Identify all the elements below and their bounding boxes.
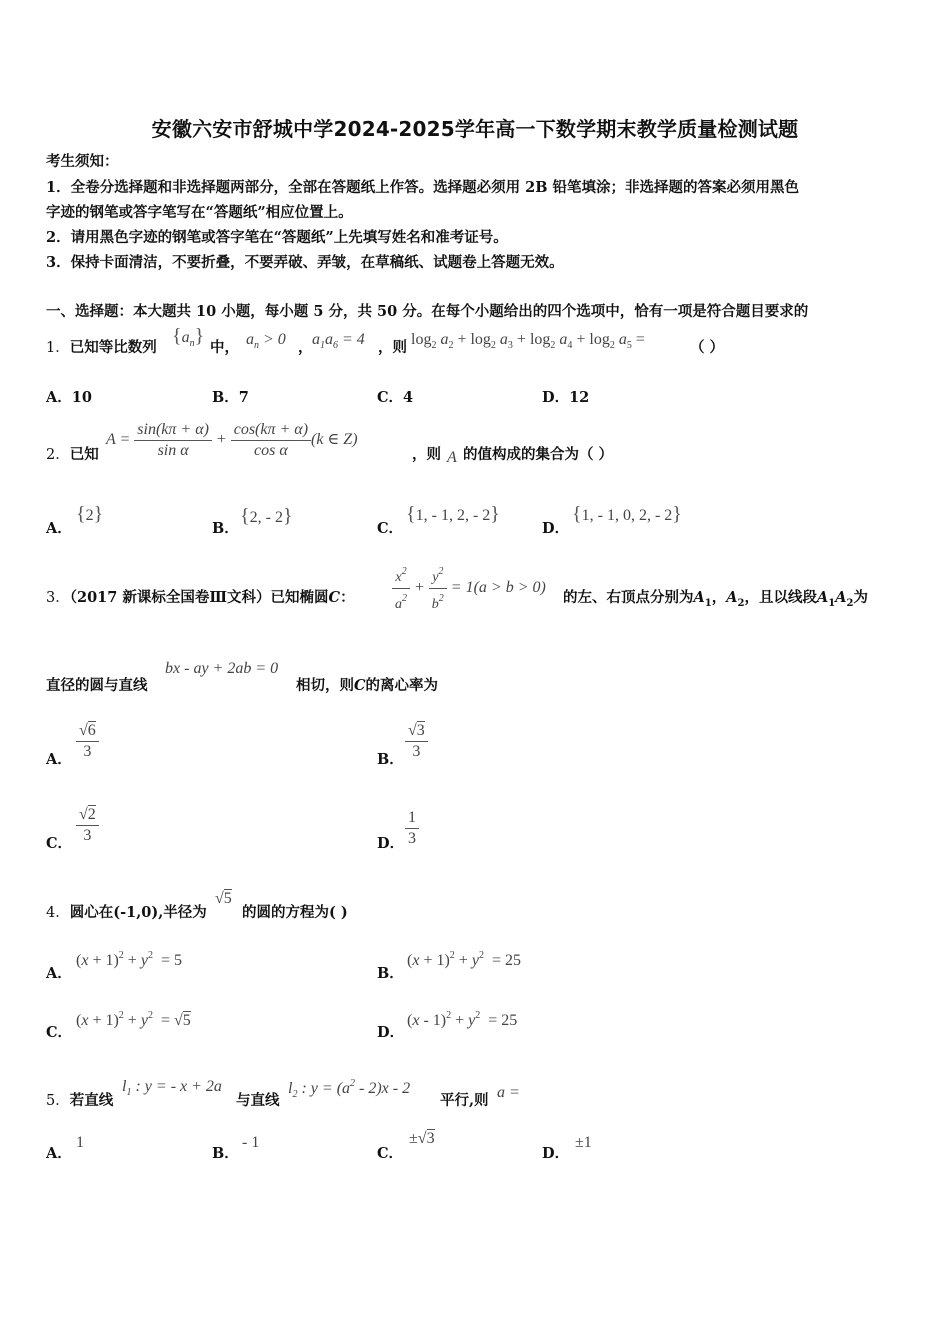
- q1-expression: $\log_2 a_2 + \log_2 a_3 + \log_2 a_4 + \log_2 a_5$ =: [411, 331, 645, 351]
- q3-option-a: A．: [46, 751, 72, 768]
- q4-option-c-value: $(x + 1)^2 + y^2 = √5$: [76, 1010, 191, 1029]
- q1-text-4: ，则: [378, 339, 407, 356]
- question-number: 3．: [46, 590, 70, 606]
- q3-option-b: B．: [377, 751, 404, 768]
- q2-option-b-value: {2, - 2}: [240, 505, 293, 527]
- q4-text-2: 的圆的方程为( ): [242, 904, 348, 921]
- q2-text-3: 的值构成的集合为（ ）: [463, 446, 614, 463]
- q3-option-d: D．: [377, 835, 405, 852]
- q2-option-a-value: {2}: [76, 503, 104, 525]
- q3-option-c-value: $\frac{√2}{3}$: [76, 805, 99, 846]
- q5-option-d: D．: [542, 1145, 570, 1162]
- notice-line-3: 3．保持卡面清洁，不要折叠，不要弄破、弄皱，在草稿纸、试题卷上答题无效。: [46, 254, 564, 271]
- q5-option-c: C．: [377, 1145, 404, 1162]
- question-number: 5．: [46, 1093, 70, 1109]
- q1-text-2: 中，: [210, 339, 239, 356]
- q5-option-d-value: ±1: [575, 1134, 592, 1151]
- sequence-an: $\{a_n\}$: [172, 325, 205, 349]
- q1-condition-2: $a_1a_6 = 4$: [312, 331, 365, 351]
- notice-line-2: 2．请用黑色字迹的钢笔或答字笔在“答题纸”上先填写姓名和准考证号。: [46, 229, 508, 246]
- q3-option-c: C．: [46, 835, 73, 852]
- question-3: 3．（2017 新课标全国卷Ⅲ文科）已知椭圆C：: [46, 589, 355, 606]
- q2-formula: A = $\frac{\sin(k\pi + \alpha)}{\text{sin α}}$ + $\frac{\cos(k\pi + \alpha)}{\text{cos α}}$ (k ∈ Z): [106, 421, 358, 459]
- q2-option-c-value: {1, - 1, 2, - 2}: [406, 503, 500, 525]
- section-heading: 一、选择题：本大题共 10 小题，每小题 5 分，共 50 分。在每个小题给出的四个选项中，恰有一项是符合题目要求的: [46, 303, 809, 320]
- q2-option-a: A．: [46, 520, 72, 537]
- q1-text-3: ，: [298, 339, 313, 356]
- q3-line-equation: bx - ay + 2ab = 0: [165, 660, 279, 677]
- q4-option-b: B．: [377, 965, 404, 982]
- q1-option-c: C．4: [377, 389, 414, 406]
- q4-option-a-value: $(x + 1)^2 + y^2 = 5$: [76, 950, 182, 969]
- page-title: 安徽六安市舒城中学2024-2025学年高一下数学期末教学质量检测试题: [151, 117, 799, 141]
- question-number: 4．: [46, 905, 70, 921]
- q5-text-2: 与直线: [236, 1092, 280, 1109]
- q3-text-5: 直径的圆与直线: [46, 677, 148, 694]
- q2-option-d: D．: [542, 520, 570, 537]
- question-1: 1．已知等比数列: [46, 339, 157, 356]
- q5-var-a: a =: [497, 1084, 520, 1101]
- question-number: 1．: [46, 340, 70, 356]
- question-5: 5．若直线: [46, 1092, 114, 1109]
- q3-text-6: 相切，则C的离心率为: [296, 677, 439, 694]
- q4-radius: √5: [215, 890, 232, 907]
- q1-option-a: A．10: [46, 389, 92, 406]
- q2-var-a: A: [447, 449, 457, 466]
- q2-option-d-value: {1, - 1, 0, 2, - 2}: [572, 503, 682, 525]
- q4-option-d-value: $(x - 1)^2 + y^2 = 25$: [407, 1010, 518, 1029]
- q5-line-1: $l_1$ : y = - x + 2a: [122, 1078, 222, 1098]
- notice-heading: 考生须知：: [46, 153, 119, 170]
- q5-option-b-value: - 1: [242, 1134, 260, 1151]
- q3-text-2: 的左、右顶点分别为$A_1$，$A_2$，且以线段$A_1A_2$为: [563, 589, 868, 609]
- question-4: 4．圆心在(-1,0),半径为: [46, 904, 207, 921]
- q1-option-d: D．12: [542, 389, 590, 406]
- q1-paren: （ ）: [690, 339, 725, 356]
- q5-option-b: B．: [212, 1145, 239, 1162]
- q3-option-d-value: $\frac{1}{3}$: [405, 808, 419, 849]
- question-2: 2．已知: [46, 446, 99, 463]
- q2-option-b: B．: [212, 520, 239, 537]
- q1-option-b: B．7: [212, 389, 249, 406]
- question-number: 2．: [46, 447, 70, 463]
- q5-option-a-value: 1: [76, 1134, 84, 1151]
- q5-option-a: A．: [46, 1145, 72, 1162]
- q4-option-c: C．: [46, 1024, 73, 1041]
- q4-option-d: D．: [377, 1024, 405, 1041]
- q5-text-3: 平行,则: [440, 1092, 489, 1109]
- q3-option-b-value: $\frac{√3}{3}$: [405, 721, 428, 762]
- q5-option-c-value: ±√3: [409, 1130, 435, 1147]
- q1-condition-1: $a_n > 0$: [246, 331, 286, 351]
- q3-option-a-value: $\frac{√6}{3}$: [76, 721, 99, 762]
- q2-text-2: ，则: [412, 446, 441, 463]
- notice-line-1a: 1．全卷分选择题和非选择题两部分，全部在答题纸上作答。选择题必须用 2B 铅笔填涂；非选择题的答案必须用黑色: [46, 179, 800, 196]
- notice-line-1b: 字迹的钢笔或答字笔写在“答题纸”相应位置上。: [46, 204, 353, 221]
- q3-ellipse-equation: $\frac{x^2}{a^2}$ + $\frac{y^2}{b^2}$ = 1(a > b > 0): [392, 562, 546, 615]
- q2-option-c: C．: [377, 520, 404, 537]
- q4-option-b-value: $(x + 1)^2 + y^2 = 25$: [407, 950, 521, 969]
- q5-line-2: $l_2$ : $y = (a^2 - 2)x - 2$: [288, 1078, 411, 1100]
- q4-option-a: A．: [46, 965, 72, 982]
